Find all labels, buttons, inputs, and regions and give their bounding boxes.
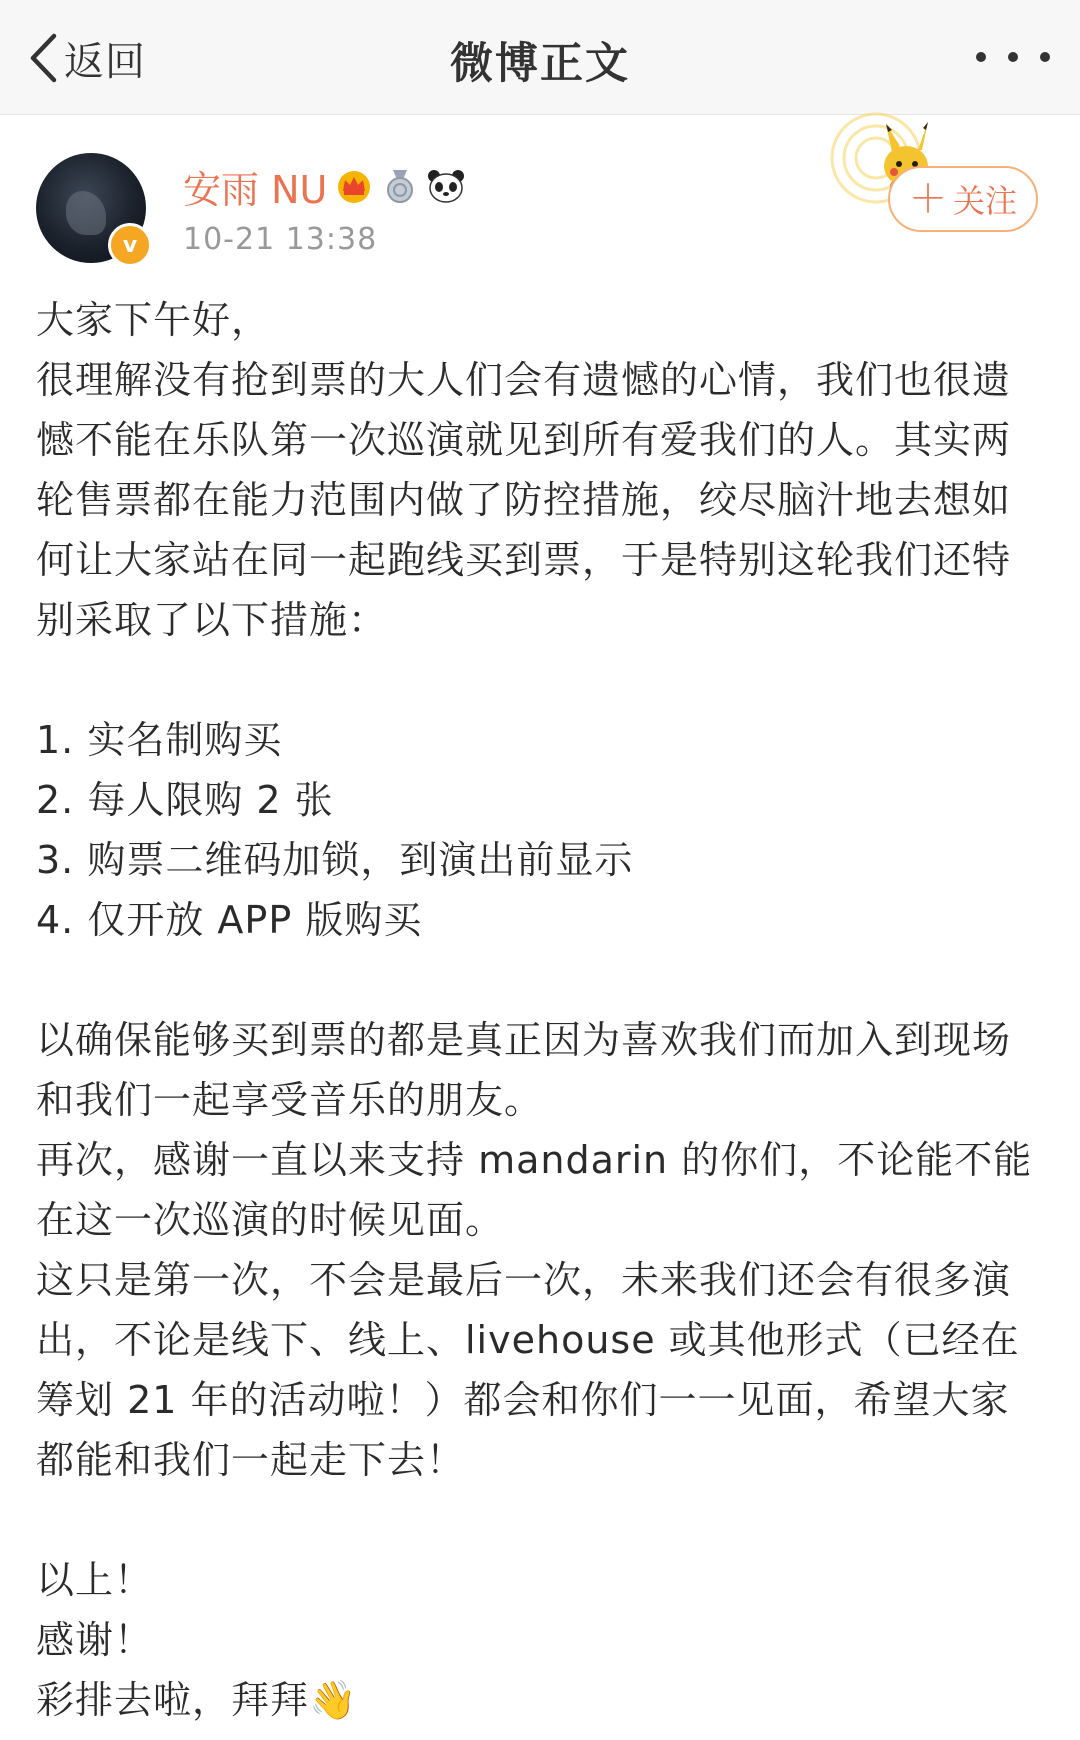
post-paragraph — [36, 1670, 1046, 1730]
username[interactable]: 安雨 NU — [183, 167, 328, 212]
waving-hand-icon: 👋 — [309, 1678, 358, 1722]
verified-badge-icon: v — [108, 223, 152, 267]
follow-button[interactable] — [888, 166, 1038, 232]
list-item: 3. 购票二维码加锁，到演出前显示 — [36, 838, 634, 882]
panda-badge-icon[interactable] — [427, 167, 465, 205]
post-paragraph: 再次，感谢一直以来支持 mandarin 的你们，不论能不能在这一次巡演的时候见面。 — [36, 1138, 1033, 1242]
list-item: 2. 每人限购 2 张 — [36, 778, 334, 822]
closing-text: 彩排去啦，拜拜 — [36, 1678, 310, 1722]
post-timestamp: 10-21 13:38 — [183, 222, 378, 257]
crown-badge-icon[interactable] — [335, 167, 373, 205]
top-navigation-bar — [0, 0, 1080, 115]
more-dot-icon — [1040, 52, 1050, 62]
list-item: 4. 仅开放 APP 版购买 — [36, 898, 423, 942]
page-title: 微博正文 — [450, 39, 630, 89]
list-item: 1. 实名制购买 — [36, 718, 283, 762]
post-paragraph: 这只是第一次，不会是最后一次，未来我们还会有很多演出，不论是线下、线上、livehouse 或其他形式（已经在筹划 21 年的活动啦！）都会和你们一一见面，希望大家都能和我们一起走下去！ — [36, 1258, 1020, 1482]
username-row — [183, 160, 465, 212]
back-label: 返回 — [64, 38, 146, 85]
medal-badge-icon[interactable] — [381, 167, 419, 205]
post-paragraph: 很理解没有抢到票的大人们会有遗憾的心情，我们也很遗憾不能在乐队第一次巡演就见到所有爱我们的人。其实两轮售票都在能力范围内做了防控措施，绞尽脑汁地去想如何让大家站在同一起跑线买到票，于是特别这轮我们还特别采取了以下措施： — [36, 358, 1012, 642]
avatar-figure — [66, 191, 106, 235]
more-dot-icon — [1008, 52, 1018, 62]
follow-label: 关注 — [953, 182, 1018, 220]
post-paragraph: 感谢！ — [36, 1618, 154, 1662]
post-content — [36, 290, 1046, 1730]
more-dot-icon — [976, 52, 986, 62]
plus-icon: ＋ — [908, 177, 947, 221]
avatar[interactable] — [36, 153, 146, 263]
paragraph-spacer — [36, 950, 1046, 1010]
paragraph-spacer — [36, 650, 1046, 710]
post-paragraph: 以上！ — [36, 1558, 154, 1602]
post-paragraph: 大家下午好， — [36, 298, 271, 342]
more-options-button[interactable] — [976, 42, 1050, 72]
post-paragraph: 以确保能够买到票的都是真正因为喜欢我们而加入到现场和我们一起享受音乐的朋友。 — [36, 1018, 1012, 1122]
paragraph-spacer — [36, 1490, 1046, 1550]
